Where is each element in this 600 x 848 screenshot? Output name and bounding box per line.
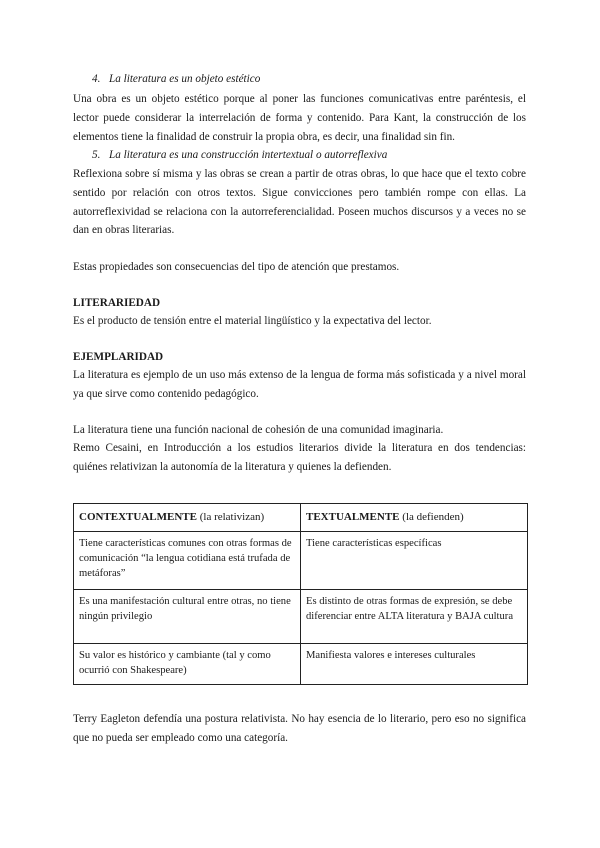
table-row xyxy=(74,590,528,644)
header-note: (la defienden) xyxy=(399,511,464,523)
header-note: (la relativizan) xyxy=(196,511,265,523)
header-bold: TEXTUALMENTE xyxy=(306,511,400,523)
table-cell: Manifiesta valores e intereses culturales xyxy=(301,644,528,685)
table-row xyxy=(74,532,528,590)
list-item-title: La literatura es un objeto estético xyxy=(109,73,261,85)
heading-ejemplaridad: EJEMPLARIDAD xyxy=(73,351,164,363)
paragraph-line: que no pueda ser empleado como una categoría. xyxy=(73,732,288,744)
list-item-title: La literatura es una construcción intertextual o autorreflexiva xyxy=(109,149,388,161)
paragraph-funcion-nacional: La literatura tiene una función nacional de cohesión de una comunidad imaginaria. xyxy=(73,424,444,436)
table-header-cell xyxy=(74,504,301,532)
header-bold: CONTEXTUALMENTE xyxy=(79,511,197,523)
paragraph-line: Remo Cesaini, en Introducción a los estudios literarios divide la literatura en dos tendencias: xyxy=(73,442,526,454)
heading-literariedad: LITERARIEDAD xyxy=(73,297,161,309)
table-cell: Es una manifestación cultural entre otras, no tiene ningún privilegio xyxy=(74,590,301,644)
paragraph-line: elementos tiene la finalidad de construir la propia obra, es decir, una finalidad sin fin. xyxy=(73,131,455,143)
comparison-table xyxy=(73,503,528,685)
paragraph-line: quiénes relativizan la autonomía de la literatura y quienes la defienden. xyxy=(73,461,392,473)
paragraph-line: autorreflexividad se relaciona con la autorreferencialidad. Poseen muchos discursos y a veces no se xyxy=(73,206,526,218)
table-cell: Es distinto de otras formas de expresión, se debe diferenciar entre ALTA literatura y BAJA cultura xyxy=(301,590,528,644)
paragraph-line: dan en obras literarias. xyxy=(73,224,175,236)
paragraph-literariedad: Es el producto de tensión entre el material lingüístico y la expectativa del lector. xyxy=(73,315,432,327)
paragraph-line: Reflexiona sobre sí misma y las obras se crean a partir de otras obras, lo que hace que el texto cobre xyxy=(73,168,526,180)
paragraph-line: lector puede considerar la interrelación de forma y contenido. Para Kant, la construcción de los xyxy=(73,112,526,124)
table-row xyxy=(74,644,528,685)
table-cell: Tiene características específicas xyxy=(301,532,528,590)
list-item-number: 5. xyxy=(92,149,101,161)
paragraph-propiedades: Estas propiedades son consecuencias del tipo de atención que prestamos. xyxy=(73,261,400,273)
table-header-row xyxy=(74,504,528,532)
paragraph-line: Una obra es un objeto estético porque al poner las funciones comunicativas entre paréntesis, el xyxy=(73,93,526,105)
table-cell: Su valor es histórico y cambiante (tal y como ocurrió con Shakespeare) xyxy=(74,644,301,685)
list-item-number: 4. xyxy=(92,73,101,85)
paragraph-line: Terry Eagleton defendía una postura relativista. No hay esencia de lo literario, pero eso no significa xyxy=(73,713,526,725)
paragraph-line: La literatura es ejemplo de un uso más extenso de la lengua de forma más sofisticada y a nivel moral xyxy=(73,369,526,381)
table-header-cell xyxy=(301,504,528,532)
paragraph-line: sentido por relación con otros textos. Sigue convicciones pero también rompe con ellas. La xyxy=(73,187,526,199)
list-item-5 xyxy=(92,146,387,165)
paragraph-line: ya que sirve como contenido pedagógico. xyxy=(73,388,259,400)
table-cell: Tiene características comunes con otras formas de comunicación “la lengua cotidiana está trufada de metáforas” xyxy=(74,532,301,590)
list-item-4 xyxy=(92,70,260,89)
